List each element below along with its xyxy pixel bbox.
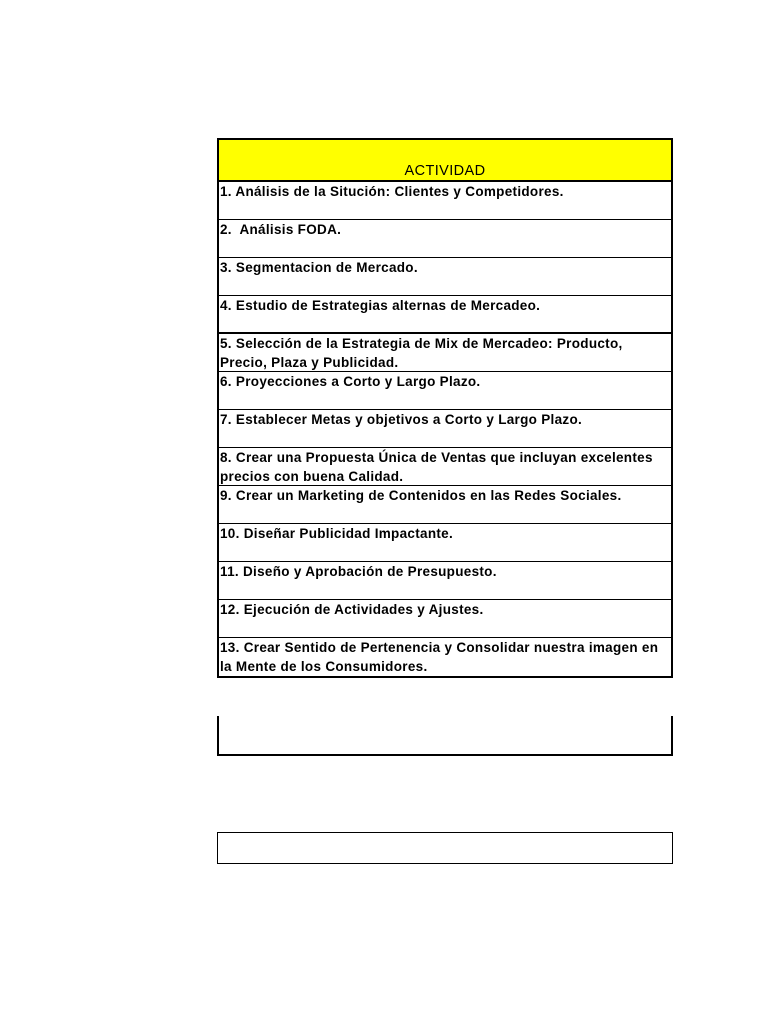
header-label: ACTIVIDAD	[404, 163, 486, 179]
table-row: 10. Diseñar Publicidad Impactante.	[219, 524, 671, 562]
table-row: 13. Crear Sentido de Pertenencia y Consolidar nuestra imagen en la Mente de los Consumidores.	[220, 640, 663, 674]
table-row: 7. Establecer Metas y objetivos a Corto y Largo Plazo.	[219, 410, 671, 448]
table-row: 4. Estudio de Estrategias alternas de Mercadeo.	[219, 296, 671, 334]
table-row: 2. Análisis FODA.	[219, 220, 671, 258]
table-row: 9. Crear un Marketing de Contenidos en las Redes Sociales.	[219, 486, 671, 524]
table-header	[219, 140, 671, 182]
empty-cell-box	[217, 832, 673, 864]
table-row: 12. Ejecución de Actividades y Ajustes.	[219, 600, 671, 638]
table-row: 1. Análisis de la Situción: Clientes y Competidores.	[219, 182, 671, 220]
empty-cell-box	[217, 716, 673, 756]
table-row: 11. Diseño y Aprobación de Presupuesto.	[219, 562, 671, 600]
table-row: 8. Crear una Propuesta Única de Ventas que incluyan excelentes precios con buena Calidad.	[219, 448, 671, 486]
table-row: 6. Proyecciones a Corto y Largo Plazo.	[219, 372, 671, 410]
activities-table	[217, 138, 673, 678]
table-row: 5. Selección de la Estrategia de Mix de Mercadeo: Producto, Precio, Plaza y Publicidad.	[219, 334, 671, 372]
table-row: 3. Segmentacion de Mercado.	[219, 258, 671, 296]
